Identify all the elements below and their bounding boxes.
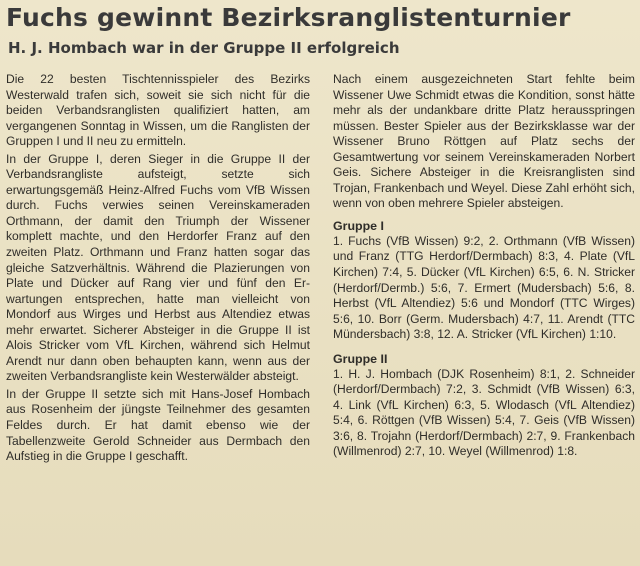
group-2-results: 1. H. J. Hombach (DJK Rosenheim) 8:1, 2. Schneider (Herdorf/Dermbach) 7:2, 3. Schmidt (VfB Wissen) 6:3, 4. Link (VfL Kirchen) 6:3, 5. Wlodasch (VfL Altendiez) 5:4, 6. Röttgen (VfB Wissen) 5:4, 7. Geis (VfB Wissen) 3:6, 8. Trojahn (Herdorf/Dermbach) 2:7, 9. Frankenbach (Willmenrod) 2:7, 10. Weyel (Willmenrod) 1:8. (333, 366, 635, 459)
article-subheadline: H. J. Hombach war in der Gruppe II erfolgreich (8, 39, 400, 57)
group-1-results: 1. Fuchs (VfB Wissen) 9:2, 2. Orthmann (VfB Wissen) und Franz (TTG Herdorf/Dermbach) 8:3, 4. Plate (VfL Kirchen) 7:4, 5. Dücker (VfL Kirchen) 6:5, 6. N. Stricker (Herdorf/Dermb.) 5:6, 7. Ermert (Mudersbach) 5:6, 8. Herbst (VfL Altendiez) 5:6 und Mondorf (TTC Wirges) 5:6, 10. Borr (Germ. Mudersbach) 4:7, 11. Arendt (TTC Mündersbach) 3:8, 12. A. Stricker (VfL Kirchen) 1:10. (333, 233, 635, 342)
article-headline: Fuchs gewinnt Bezirksranglistenturnier (6, 3, 571, 32)
paragraph: Nach einem ausgezeichneten Start fehlte beim Wissener Uwe Schmidt etwas die Kondition, sonst hätte mehr als der undankbare dritte Platz herausspringen müssen. Bester Spieler aus der Bezirksklasse war der Wissener Bruno Röttgen auf Platz sechs der Gesamtwertung vor seinem Vereinskameraden Norbert Geis. Sichere Absteiger in die Kreisranglisten sind Trojan, Frankenbach und Weyel. Diese Zahl erhöht sich, wenn von oben mehrere Spieler absteigen. (333, 72, 635, 211)
group-1-heading: Gruppe I (333, 218, 384, 233)
paragraph: In der Gruppe I, deren Sieger in die Gruppe II der Verbandsrangliste aufsteigt, setzte sich erwartungsgemäß Heinz-Alfred Fuchs vom VfB Wissen durch. Fuchs verwies seinen Vereinskameraden Orthmann, der damit den Triumph der Wissener komplett machte, und den Herdorfer Franz auf den zweiten Platz. Orthmann und Franz hatten sogar das gleiche Satzverhältnis. Während die Plazierungen von Plate und Dücker auf Rang vier und fünf den Erwartungen entsprechen, hatte man vielleicht von Mondorf aus Wirges und Herbst aus Altendiez etwas mehr erwartet. Sicherer Absteiger in die Gruppe II ist Alois Stricker vom VfL Kirchen, während sich Helmut Arendt nur dann oben behaupten kann, wenn aus der zweiten Verbandsrangliste kein Westerwälder absteigt. (6, 151, 310, 384)
right-column (333, 72, 635, 466)
left-column (6, 72, 310, 467)
group-2-heading: Gruppe II (333, 351, 388, 366)
paragraph: In der Gruppe II setzte sich mit Hans-Josef Hombach aus Rosenheim der jüngste Teilnehmer des gesamten Feldes durch. Er hat damit ebenso wie der Tabellenzweite Gerold Schneider aus Dermbach den Aufstieg in die Gruppe I geschafft. (6, 386, 310, 464)
paragraph: Die 22 besten Tischtennisspieler des Bezirks Westerwald trafen sich, soweit sie sich nicht für die beiden Verbandsranglisten qualifiziert hatten, am vergangenen Sonntag in Wissen, um die Ranglisten der Gruppen I und II neu zu ermitteln. (6, 72, 310, 149)
